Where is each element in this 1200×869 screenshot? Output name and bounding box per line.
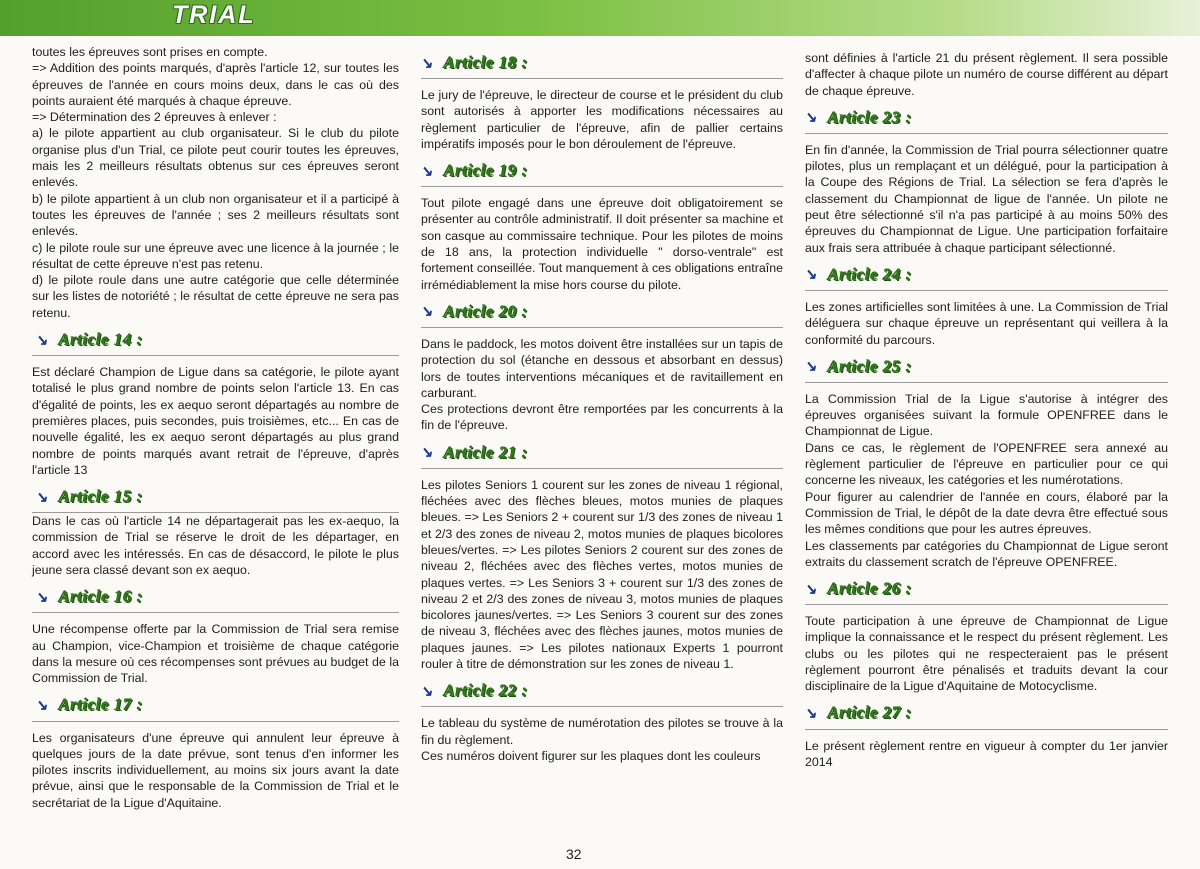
article-heading-16 [32,584,399,613]
arrow-icon: ↘ [803,580,820,598]
page-number: 32 [566,846,582,862]
arrow-icon: ↘ [419,682,436,700]
arrow-icon: ↘ [803,109,820,127]
paragraph: sont définies à l'article 21 du présent règlement. Il sera possible d'affecter à chaque pilote un numéro de course différent au départ de chaque épreuve. [805,51,1168,98]
arrow-icon: ↘ [803,705,820,723]
article-paragraph: Le présent règlement rentre en vigueur à compter du 1er janvier 2014 [805,738,1168,769]
article-title: Article 17 : [58,695,143,715]
paragraph: toutes les épreuves sont prises en compte. [32,45,268,59]
arrow-icon: ↘ [419,444,436,462]
paragraph: d) le pilote roule dans une autre catégorie que celle déterminée sur les listes de notoriété ; le résultat de cette épreuve ne sera pas retenu. [32,273,399,320]
article-title: Article 26 : [827,578,912,598]
paragraph: b) le pilote appartient à un club non organisateur et il a participé à toutes les épreuves de l'année ; ses 2 meilleurs résultats sont enlevés. [32,191,399,239]
article-paragraph: Tout pilote engagé dans une épreuve doit obligatoirement se présenter au contrôle administratif. Il doit présenter sa machine et son casque au commissaire technique. Pour les pilotes de moins de 18 ans, la protection individuelle " dorso-ventrale" est fortement conseillée. Tout manquement à ces obligations entraîne irrémédiablement la mise hors course du pilote. [421,196,783,292]
arrow-icon: ↘ [419,303,436,321]
article-title: Article 21 : [443,442,528,462]
article-paragraph: Le tableau du système de numérotation des pilotes se trouve à la fin du règlement. [421,716,783,747]
arrow-icon: ↘ [419,162,436,180]
article-title: Article 14 : [58,329,143,349]
article-title: Article 19 : [443,161,528,181]
article-title: Article 18 : [443,52,528,72]
article-paragraph: Est déclaré Champion de Ligue dans sa catégorie, le pilote ayant totalisé le plus grand nombre de points selon l'article 13. En cas d'égalité de points, les ex aequo seront départagés au nombre de premières places, puis secondes, puis troisièmes, etc... En cas de nouvelle égalité, les ex aequo seront départagés au plus grand nombre de points marqués avant retrait de l'épreuve, d'après l'article 13 [32,365,399,477]
article-paragraph: Les pilotes Seniors 1 courent sur les zones de niveau 1 régional, fléchées avec des flèches bleues, motos munies de plaques bleues. => Les Seniors 2 + courent sur 1/3 des zones de niveau 1 et 2/3 des zones de niveau 2, motos munies de plaques bicolores bleues/vertes. => Les pilotes Seniors 2 courent sur des zones de niveau 2, fléchées avec des flèches vertes, motos munies de plaques vertes. => Les Seniors 3 + courent sur 1/3 des zones de niveau 2 et 2/3 des zones de niveau 3, motos munies de plaques bicolores jaunes/vertes. => Les Seniors 3 courent sur des zones de niveau 3, fléchées avec des flèches jaunes, motos munies de plaques jaunes. => Les pilotes nationaux Experts 1 pourront rouler à titre de démonstration sur les zones de niveau 1. [421,477,783,672]
paragraph: => Détermination des 2 épreuves à enlever : [32,110,277,125]
arrow-icon: ↘ [34,331,51,349]
article-paragraph: Toute participation à une épreuve de Championnat de Ligue implique la connaissance et le respect du présent règlement. Les clubs ou les pilotes qui ne respecteraient pas le présent règlement pourront être pénalisés et traduits devant la cour disciplinaire de la Ligue d'Aquitaine de Motocyclisme. [805,614,1168,694]
arrow-icon: ↘ [803,358,820,376]
article-paragraph: La Commission Trial de la Ligue s'autorise à intégrer des épreuves organisées suivant la formule OPENFREE dans le Championnat de Ligue. [805,391,1168,439]
paragraph: => Addition des points marqués, d'après l'article 12, sur toutes les épreuves de l'année en cours moins deux, dans le cas où des points auraient été marqués à chaque épreuve. [32,61,399,108]
article-heading-21 [421,440,783,469]
article-paragraph: En fin d'année, la Commission de Trial pourra sélectionner quatre pilotes, plus un remplaçant et un délégué, pour la participation à la Coupe des Régions de Trial. La sélection se fera d'après le classement du Championnat de ligue de l'année. Un pilote ne peut être sélectionné s'il n'a pas participé à au moins 50% des épreuves du Championnat de Ligue. Une participation forfaitaire aux frais sera attribuée à chaque participant sélectionné. [805,142,1168,255]
column-1 [32,44,399,811]
article-heading-22 [421,678,783,707]
article-heading-19 [421,158,783,187]
page-header-title: TRIAL [172,1,256,29]
article-paragraph: Les zones artificielles sont limitées à une. La Commission de Trial déléguera sur chaque épreuve un représentant qui veillera à la conformité du parcours. [805,299,1168,347]
article-paragraph: Dans le paddock, les motos doivent être installées sur un tapis de protection du sol (étanche en dessous et absorbant en dessus) lors de toutes interventions mécaniques et de ravitaillement en carburant. [421,336,783,400]
article-heading-26 [805,576,1168,605]
article-paragraph: Le jury de l'épreuve, le directeur de course et le président du club sont autorisés à apporter les modifications nécessaires au règlement particulier de l'épreuve, afin de pallier certains impératifs imposés pour le bon déroulement de l'épreuve. [421,88,783,151]
column-3 [805,50,1168,770]
article-heading-17 [32,693,399,722]
article-paragraph: Dans ce cas, le règlement de l'OPENFREE sera annexé au règlement particulier de l'épreuve en particulier pour ce qui concerne les niveaux, les catégories et les numérotations. [805,440,1168,488]
article-heading-14 [32,327,399,356]
article-title: Article 15 : [58,486,143,506]
article-paragraph: Les classements par catégories du Championnat de Ligue seront extraits du classement scratch de l'épreuve OPENFREE. [805,538,1168,569]
article-title: Article 24 : [827,264,912,284]
arrow-icon: ↘ [34,697,51,714]
article-heading-25 [805,354,1168,383]
column-2 [421,50,783,764]
arrow-icon: ↘ [34,588,51,606]
paragraph: a) le pilote appartient au club organisateur. Si le club du pilote organise plus d'un Trial, ce pilote peut courir toutes les épreuves, mais les 2 meilleurs résultats obtenus sur ces épreuves seront enlevés. [32,126,399,190]
article-heading-23 [805,105,1168,134]
article-paragraph: Ces protections devront être remportées par les concurrents à la fin de l'épreuve. [421,402,783,433]
article-title: Article 22 : [443,681,528,701]
article-title: Article 25 : [827,356,912,376]
article-paragraph: Ces numéros doivent figurer sur les plaques dont les couleurs [421,748,761,763]
article-title: Article 20 : [443,301,528,321]
article-heading-27 [805,701,1168,730]
article-heading-18 [421,50,783,79]
paragraph: c) le pilote roule sur une épreuve avec une licence à la journée ; le résultat de cette épreuve n'est pas retenu. [32,240,399,271]
article-title: Article 27 : [827,703,912,723]
article-paragraph: Pour figurer au calendrier de l'année en cours, élaboré par la Commission de Trial, le dépôt de la date devra être effectué sous les mêmes conditions que pour les autres épreuves. [805,489,1168,537]
article-heading-20 [421,299,783,328]
arrow-icon: ↘ [419,54,436,72]
article-heading-24 [805,262,1168,291]
article-paragraph: Les organisateurs d'une épreuve qui annulent leur épreuve à quelques jours de la date prévue, sont tenus d'en informer les pilotes inscrits individuellement, au moins six jours avant la date prévue, ainsi que le responsable de la Commission de Trial et le secrétariat de la Ligue d'Aquitaine. [32,730,399,810]
article-paragraph: Dans le cas où l'article 14 ne départagerait pas les ex-aequo, la commission de Trial se réserve le droit de les départager, en accord avec les intéressés. En cas de désaccord, le pilote le plus jeune sera classé devant son ex aequo. [32,514,399,578]
article-title: Article 16 : [58,587,143,607]
article-heading-15 [32,484,399,513]
arrow-icon: ↘ [34,488,51,506]
arrow-icon: ↘ [803,266,820,284]
article-paragraph: Une récompense offerte par la Commission de Trial sera remise au Champion, vice-Champion et troisième de chaque catégorie dans la mesure où ces récompenses sont prévues au budget de la Commission de Trial. [32,622,399,686]
article-title: Article 23 : [827,107,912,127]
intro-block [32,44,399,321]
